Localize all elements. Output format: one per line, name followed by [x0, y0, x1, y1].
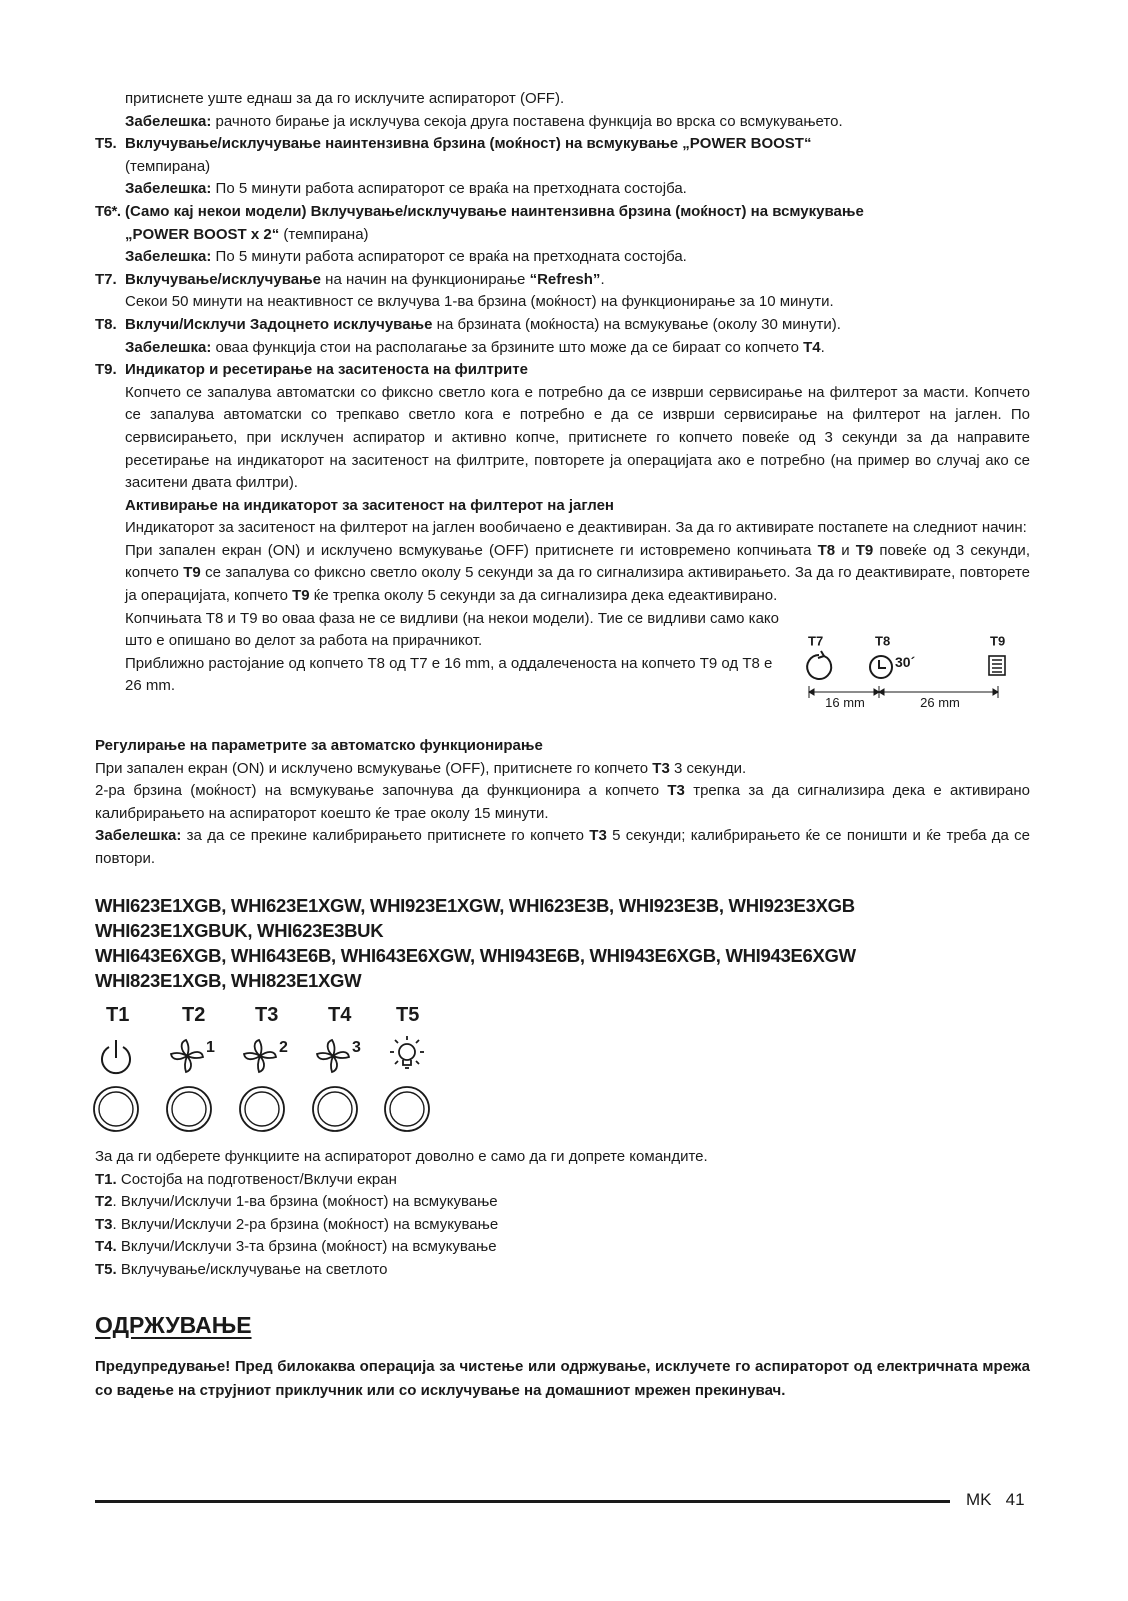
distance-note: Приближно растојание од копчето T8 од T7 е 16 mm, а оддалеченоста на копчето T9 од T8 е 26 mm. — [125, 654, 773, 695]
timer-label: 30´ — [895, 654, 916, 670]
power-icon — [102, 1040, 130, 1073]
speed-2-superscript: 2 — [279, 1039, 288, 1056]
note-label: Забелешка: — [125, 112, 212, 130]
maintenance-warning: Предупредување! Пред билокаква операција за чистење или одржување, исклучете го аспираторот од електричната мрежа со вадење на струјниот приклучник или со исклучување на домашниот мрежен прекинувач. — [95, 1358, 1030, 1399]
function-item: T5. Вклучување/исклучување на светлото — [95, 1260, 388, 1278]
maintenance-heading: ОДРЖУВАЊЕ — [95, 1312, 252, 1338]
touch-button-t4[interactable] — [313, 1087, 357, 1131]
footer-rule — [95, 1500, 950, 1503]
touch-button-t5[interactable] — [385, 1087, 429, 1131]
visibility-note: Копчињата T8 и T9 во оваа фаза не се видливи (на некои модели). Тие се видливи само како што е опишано во делот за работа на прирачникот. — [125, 609, 779, 650]
t8-item: T8. Вклучи/Исклучи Задоцнето исклучување на брзината (моќноста) на всмукување (околу 30 минути). — [95, 314, 1030, 337]
fan-speed-1-icon — [171, 1040, 203, 1072]
touch-button-t2[interactable] — [167, 1087, 211, 1131]
t6-note: Забелешка: По 5 минути работа аспираторот се враќа на претходната состојба. — [125, 248, 687, 266]
auto-function-section — [95, 735, 1030, 871]
t7-label: T7. — [95, 270, 117, 288]
functions-list — [95, 1146, 1030, 1282]
speed-3-superscript: 3 — [352, 1039, 361, 1056]
diagram-label-t8: T8 — [875, 633, 891, 649]
t6-label: T6*. — [95, 202, 121, 220]
functions-intro: За да ги одберете функциите на аспираторот доволно е само да ги допрете командите. — [95, 1148, 708, 1165]
t9-label: T9. — [95, 361, 117, 379]
function-descriptions — [95, 88, 1030, 698]
page-number: 41 — [1005, 1490, 1025, 1509]
auto-line-3: Забелешка: за да се прекине калибрирањето притиснете го копчето T3 5 секунди; калибрирањето ќе се поништи и ќе треба да се повтори. — [95, 827, 1030, 867]
refresh-icon — [807, 651, 831, 679]
t7-line2: Секои 50 минути на неактивност се вклучува 1-ва брзина (моќност) на функционирање за 10 минути. — [125, 293, 834, 311]
fan-speed-2-icon — [244, 1040, 276, 1072]
auto-line-2: 2-ра брзина (моќност) на всмукување започнува да функционира а копчето T3 трепка за да сигнализира дека е активирано калибрирањето на аспираторот коешто ќе трае околу 15 минути. — [95, 782, 1030, 822]
function-item: T3. Вклучи/Исклучи 2-ра брзина (моќност) на всмукување — [95, 1215, 499, 1233]
distance-26mm: 26 mm — [920, 695, 960, 710]
speed-1-superscript: 1 — [206, 1039, 215, 1056]
model-line: WHI623E1XGB, WHI623E1XGW, WHI923E1XGW, WHI623E3B, WHI923E3B, WHI923E3XGB — [95, 895, 855, 916]
note-line: Забелешка: рачното бирање ја исклучува секоја друга поставена функција во врска со всмукувањето. — [125, 112, 843, 130]
model-list — [95, 893, 1030, 993]
touch-button-t1[interactable] — [94, 1087, 138, 1131]
model-line: WHI623E1XGBUK, WHI623E3BUK — [95, 920, 384, 941]
control-panel-diagram — [92, 1000, 452, 1140]
model-line: WHI643E6XGB, WHI643E6B, WHI643E6XGW, WHI943E6B, WHI943E6XGB, WHI943E6XGW — [95, 945, 856, 966]
function-item: T4. Вклучи/Исклучи 3-та брзина (моќност) на всмукување — [95, 1238, 497, 1256]
touch-buttons — [92, 1082, 452, 1140]
t5-title: Вклучување/исклучување наинтензивна брзина (моќност) на всмукување „POWER BOOST“ — [125, 135, 812, 153]
touch-button-t3[interactable] — [240, 1087, 284, 1131]
distance-16mm: 16 mm — [825, 695, 865, 710]
t8-note: Забелешка: оваа функција стои на располагање за брзините што може да се бираат со копчето T4. — [125, 338, 825, 356]
page-footer — [966, 1490, 1025, 1510]
model-line: WHI823E1XGB, WHI823E1XGW — [95, 970, 362, 991]
function-item: T2. Вклучи/Исклучи 1-ва брзина (моќност) на всмукување — [95, 1193, 498, 1211]
activation-title: Активирање на индикаторот за заситеност на филтерот на јаглен — [125, 496, 614, 514]
diagram-label-t7: T7 — [808, 633, 824, 649]
panel-label-t4: T4 — [328, 1004, 352, 1026]
text-line: притиснете уште еднаш за да го исклучите аспираторот (OFF). — [125, 90, 565, 107]
auto-section-title: Регулирање на параметрите за автоматско функционирање — [95, 737, 543, 754]
panel-label-t2: T2 — [182, 1004, 206, 1026]
panel-label-t3: T3 — [255, 1004, 279, 1026]
t5-note: Забелешка: По 5 минути работа аспираторот се враќа на претходната состојба. — [125, 180, 687, 198]
t9-paragraph: Копчето се запалува автоматски со фиксно светло кога е потребно да се изврши сервисирање на филтерот за масти. Копчето се запалува автоматски со трепкаво светло кога е потребно е да се изврши сервисирање на филтерот на јаглен. По сервисирањето, при исклучен аспиратор и активно копче, притиснете го копчето повеќе од 3 секунди за да направите ресетирање на индикаторот на заситеност на филтрите, повторете ја операцијата ако е потребно (на пример во случај ако се заситени двата филтри). — [125, 383, 1030, 492]
button-distance-diagram — [802, 632, 1030, 722]
activation-paragraph: Индикаторот за заситеност на филтерот на јаглен вообичаено е деактивиран. За да го активирате постапете на следниот начин: — [125, 519, 1027, 537]
t9-item: T9. Индикатор и ресетирање на заситеноста на филтрите — [95, 359, 1030, 382]
panel-label-t5: T5 — [396, 1004, 420, 1026]
light-bulb-icon — [390, 1036, 424, 1068]
t5-sub: (темпирана) — [125, 157, 211, 175]
filter-icon — [989, 656, 1005, 675]
t6-title-line2: „POWER BOOST x 2“ (темпирана) — [125, 225, 369, 243]
t5-label: T5. — [95, 135, 117, 153]
panel-label-t1: T1 — [106, 1004, 130, 1026]
activation-steps: При запален екран (ON) и исклучено всмукување (OFF) притиснете ги истовремено копчињата T8 и T9 повеќе од 3 секунди, копчето T9 се запалува со фиксно светло околу 5 секунди за да го сигнализира активирањето. За да го деактивирате, повторете ја операцијата, копчето T9 ќе трепка околу 5 секунди за да сигнализира дека едеактивирано. — [125, 541, 1030, 605]
function-item: T1. Состојба на подготвеност/Вклучи екран — [95, 1170, 397, 1188]
t7-item: T7. Вклучување/исклучување на начин на функционирање “Refresh”. — [95, 269, 1030, 292]
t5-item — [95, 133, 1030, 156]
language-code: MK — [966, 1490, 992, 1509]
auto-line-1: При запален екран (ON) и исклучено всмукување (OFF), притиснете го копчето T3 3 секунди. — [95, 759, 747, 777]
t8-label: T8. — [95, 315, 117, 333]
t6-title: (Само кај некои модели) Вклучување/исклучување наинтензивна брзина (моќност) на всмукување — [125, 202, 864, 220]
diagram-label-t9: T9 — [990, 633, 1006, 649]
fan-speed-3-icon — [317, 1040, 349, 1072]
t6-item — [95, 201, 1030, 224]
timer-icon — [870, 656, 892, 678]
